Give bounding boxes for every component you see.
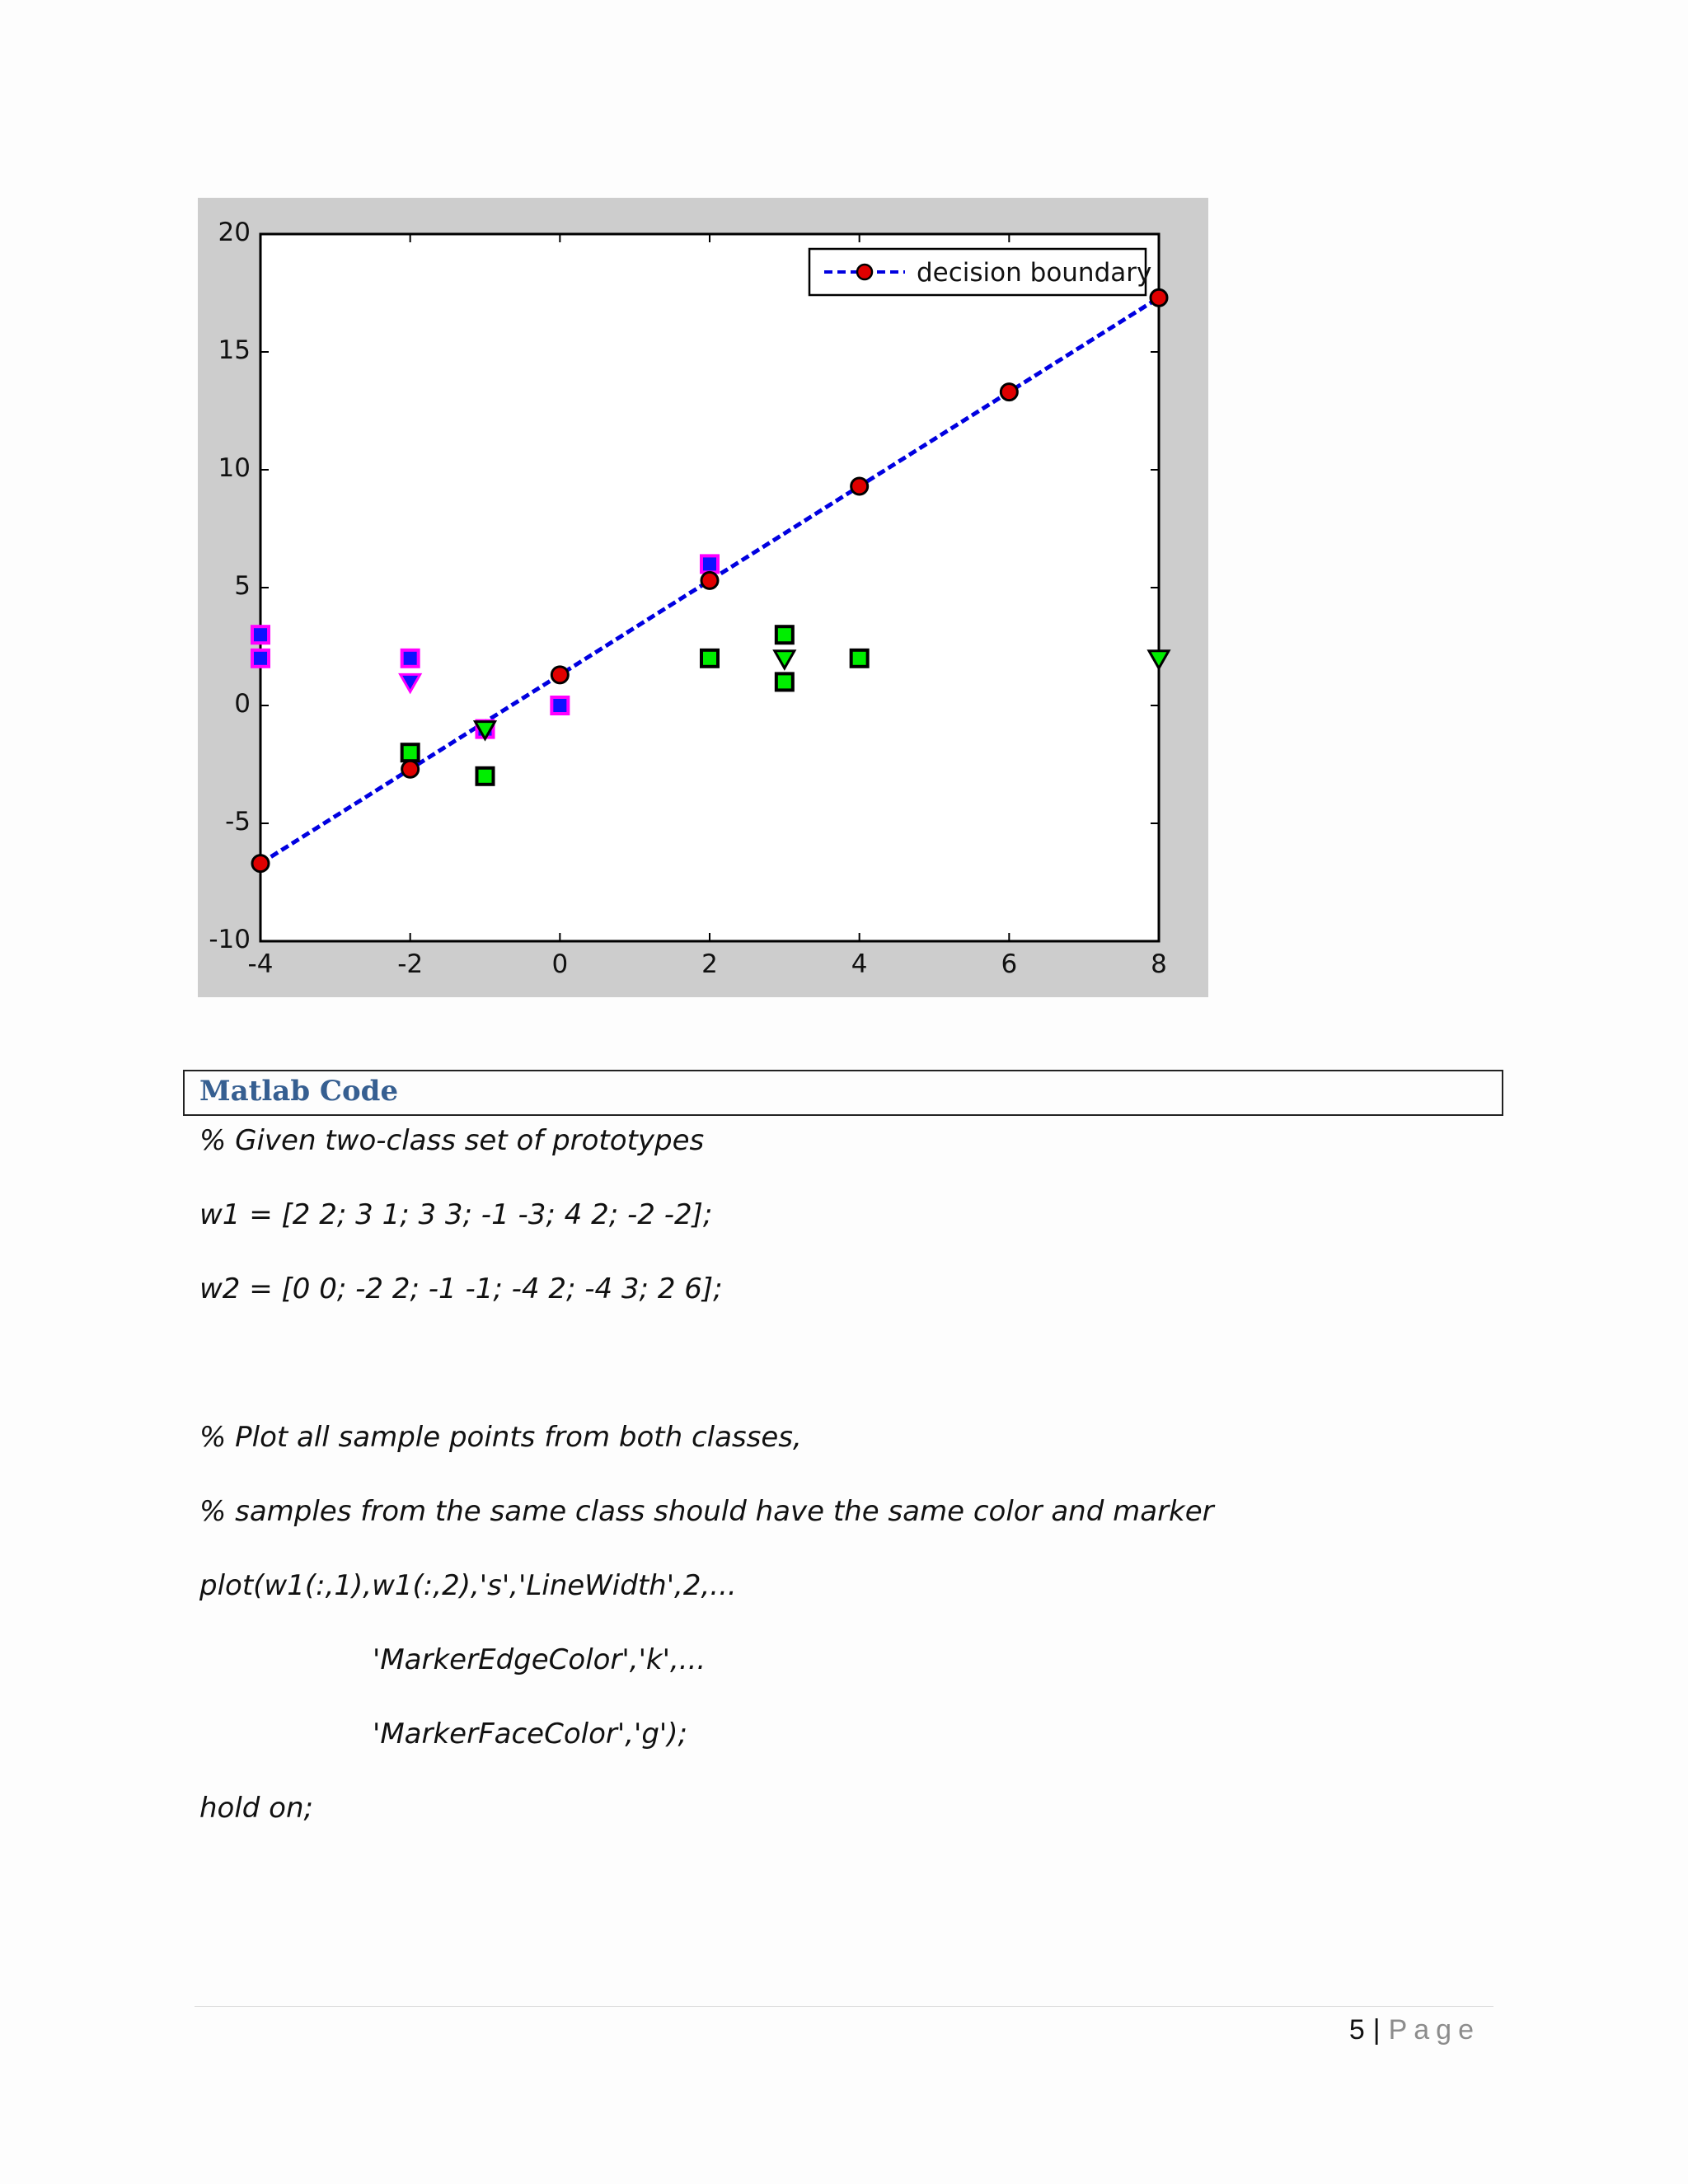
x-tick-label: 0 [551, 949, 569, 979]
y-tick-label: 10 [218, 453, 251, 483]
legend-label: decision boundary [917, 258, 1152, 288]
page-word: Page [1388, 2014, 1480, 2046]
square-marker [551, 697, 568, 714]
x-tick-label: -2 [397, 949, 424, 979]
y-tick-label: 5 [234, 571, 251, 601]
code-line: % samples from the same class should have the same color and marker [199, 1495, 1214, 1528]
square-marker [701, 555, 718, 572]
boundary-point-marker [851, 478, 868, 494]
matlab-code-heading-box [183, 1070, 1503, 1116]
square-marker [477, 768, 494, 785]
square-marker [252, 650, 269, 667]
boundary-point-marker [1001, 384, 1017, 401]
boundary-point-marker [252, 855, 269, 872]
y-tick-label: 20 [218, 218, 251, 247]
boundary-point-marker [1151, 289, 1167, 306]
square-marker [701, 650, 718, 667]
x-tick-label: -4 [247, 949, 274, 979]
square-marker [851, 650, 868, 667]
page-number: 5 [1348, 2014, 1365, 2046]
boundary-point-marker [551, 667, 568, 683]
square-marker [776, 673, 793, 690]
legend [809, 249, 1151, 295]
code-line: 'MarkerEdgeColor','k',... [373, 1643, 706, 1676]
square-marker [402, 650, 419, 667]
chart-svg [198, 198, 1208, 997]
code-line: w1 = [2 2; 3 1; 3 3; -1 -3; 4 2; -2 -2]; [199, 1198, 713, 1231]
code-line: plot(w1(:,1),w1(:,2),'s','LineWidth',2,... [199, 1569, 737, 1602]
code-line: w2 = [0 0; -2 2; -1 -1; -4 2; -4 3; 2 6]; [199, 1272, 723, 1305]
code-line: 'MarkerFaceColor','g'); [373, 1718, 688, 1750]
x-tick-label: 8 [1151, 949, 1167, 979]
x-tick-label: 4 [851, 949, 868, 979]
x-tick-label: 2 [701, 949, 718, 979]
scatter-plot-figure [198, 198, 1208, 997]
square-marker [252, 626, 269, 643]
y-tick-label: -10 [209, 925, 251, 954]
y-tick-label: -5 [225, 807, 251, 837]
square-marker [776, 626, 793, 643]
page-footer [1349, 2014, 1480, 2046]
footer-separator: | [1372, 2014, 1381, 2046]
boundary-point-marker [402, 761, 419, 777]
footer-divider [195, 2006, 1493, 2007]
x-tick-label: 6 [1001, 949, 1018, 979]
y-tick-label: 15 [218, 335, 251, 365]
code-line: % Given two-class set of prototypes [199, 1124, 705, 1157]
legend-marker-sample [857, 265, 872, 279]
boundary-point-marker [701, 572, 718, 588]
y-tick-label: 0 [234, 689, 251, 719]
code-line: hold on; [199, 1792, 313, 1825]
section-heading: Matlab Code [199, 1075, 399, 1108]
code-line: % Plot all sample points from both classes, [199, 1421, 802, 1454]
square-marker [402, 744, 419, 761]
